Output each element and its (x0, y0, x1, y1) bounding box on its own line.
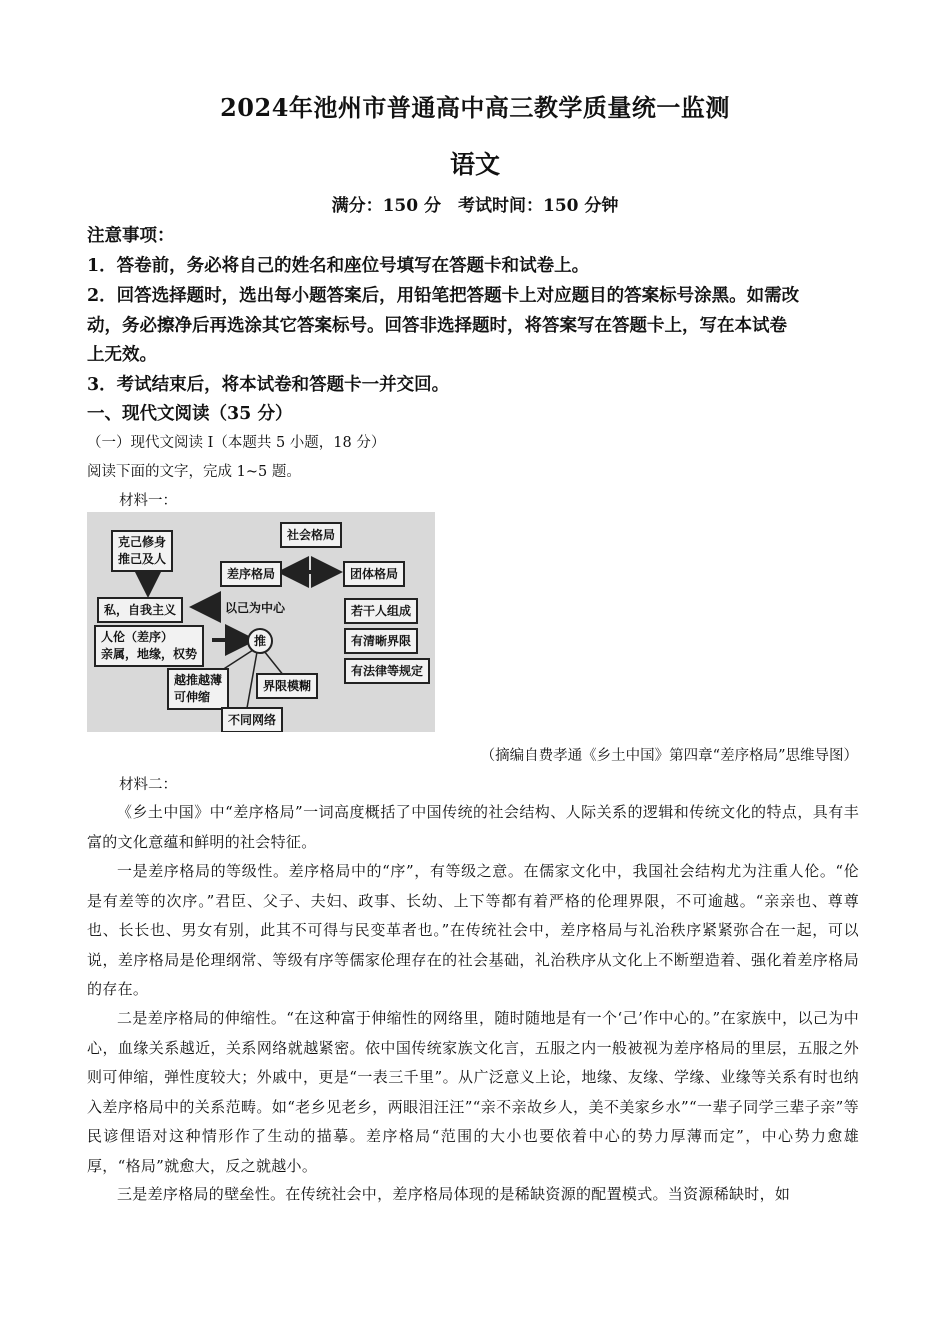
node-thinner (167, 668, 229, 710)
notice-item-1: 1．答卷前，务必将自己的姓名和座位号填写在答题卡和试卷上。 (87, 256, 590, 276)
node-self-cultivation-line-2: 推己及人 (118, 552, 167, 566)
node-push: 推 (247, 628, 273, 654)
node-thinner-line-1: 越推越薄 (174, 673, 223, 687)
section-title: 一、现代文阅读（35 分） (87, 404, 293, 424)
paragraph-3: 二是差序格局的伸缩性。“在这种富于伸缩性的网络里，随时随地是有一个‘己’作中心的。”在家族中，以己为中心，血缘关系越近，关系网络就越紧密。依中国传统家族文化言，五服之内一般被视为差序格局的里层，五服之外则可伸缩，弹性度较大；外戚中，更是“一表三千里”。从广泛意义上论，地缘、友缘、学缘、业缘等关系有时也纳入差序格局中的关系范畴。如“老乡见老乡，两眼泪汪汪”“亲不亲故乡人，美不美家乡水”“一辈子同学三辈子亲”等民谚俚语对这种情形作了生动的描摹。差序格局“范围的大小也要依着中心的势力厚薄而定”，中心势力愈雄厚，“格局”就愈大，反之就越小。 (87, 1009, 859, 1175)
material-2-label: 材料二： (119, 777, 177, 793)
node-chaxu-pattern: 差序格局 (220, 561, 282, 587)
notice-heading: 注意事项： (87, 226, 175, 246)
node-thinner-line-2: 可伸缩 (174, 690, 211, 704)
notice-item-2-line-1: 2．回答选择题时，选出每小题答案后，用铅笔把答题卡上对应题目的答案标号涂黑。如需改 (87, 286, 800, 306)
node-selfish: 私，自我主义 (97, 597, 183, 623)
node-ethics (94, 625, 204, 667)
exam-title: 2024年池州市普通高中高三教学质量统一监测 (220, 93, 730, 122)
node-social-structure: 社会格局 (280, 522, 342, 548)
label-self-center: 以己为中心 (225, 601, 286, 615)
paragraph-2: 一是差序格局的等级性。差序格局中的“序”，有等级之意。在儒家文化中，我国社会结构尤为注重人伦。“伦是有差等的次序。”君臣、父子、夫妇、政事、长幼、上下等都有着严格的伦理界限，不可逾越。“亲亲也、尊尊也、长长也、男女有别，此其不可得与民变革者也。”在传统社会中，差序格局与礼治秩序紧紧弥合在一起，可以说，差序格局是伦理纲常、等级有序等儒家伦理存在的社会基础，礼治秩序从文化上不断塑造着、强化着差序格局的存在。 (87, 862, 859, 998)
mind-map-figure (87, 512, 435, 732)
node-ethics-line-2: 亲属，地缘，权势 (101, 647, 198, 661)
paragraph-4: 三是差序格局的壁垒性。在传统社会中，差序格局体现的是稀缺资源的配置模式。当资源稀缺时，如 (117, 1185, 791, 1203)
notice-item-2-line-3: 上无效。 (87, 345, 157, 365)
figure-caption: （摘编自费孝通《乡土中国》第四章“差序格局”思维导图） (480, 748, 858, 764)
section-subtitle: （一）现代文阅读 I（本题共 5 小题，18 分） (87, 435, 386, 451)
node-law: 有法律等规定 (344, 658, 430, 684)
node-clear-boundary: 有清晰界限 (344, 628, 418, 654)
node-group-pattern: 团体格局 (343, 561, 405, 587)
material-1-label: 材料一： (119, 493, 177, 509)
node-self-cultivation-line-1: 克己修身 (118, 535, 167, 549)
reading-instruction: 阅读下面的文字，完成 1~5 题。 (87, 464, 301, 480)
paragraph-1: 《乡土中国》中“差序格局”一词高度概括了中国传统的社会结构、人际关系的逻辑和传统文化的特点，具有丰富的文化意蕴和鲜明的社会特征。 (87, 803, 859, 851)
node-different-network: 不同网络 (221, 707, 283, 732)
node-vague-boundary: 界限模糊 (256, 673, 318, 699)
node-self-cultivation (111, 530, 173, 572)
notice-item-3: 3．考试结束后，将本试卷和答题卡一并交回。 (87, 375, 450, 395)
node-members: 若干人组成 (344, 598, 418, 624)
notice-item-2-line-2: 动，务必擦净后再选涂其它答案标号。回答非选择题时，将答案写在答题卡上，写在本试卷 (87, 316, 787, 336)
node-ethics-line-1: 人伦（差序） (101, 630, 174, 644)
subject-title: 语文 (449, 150, 500, 179)
exam-info: 满分：150 分 考试时间：150 分钟 (331, 196, 619, 216)
